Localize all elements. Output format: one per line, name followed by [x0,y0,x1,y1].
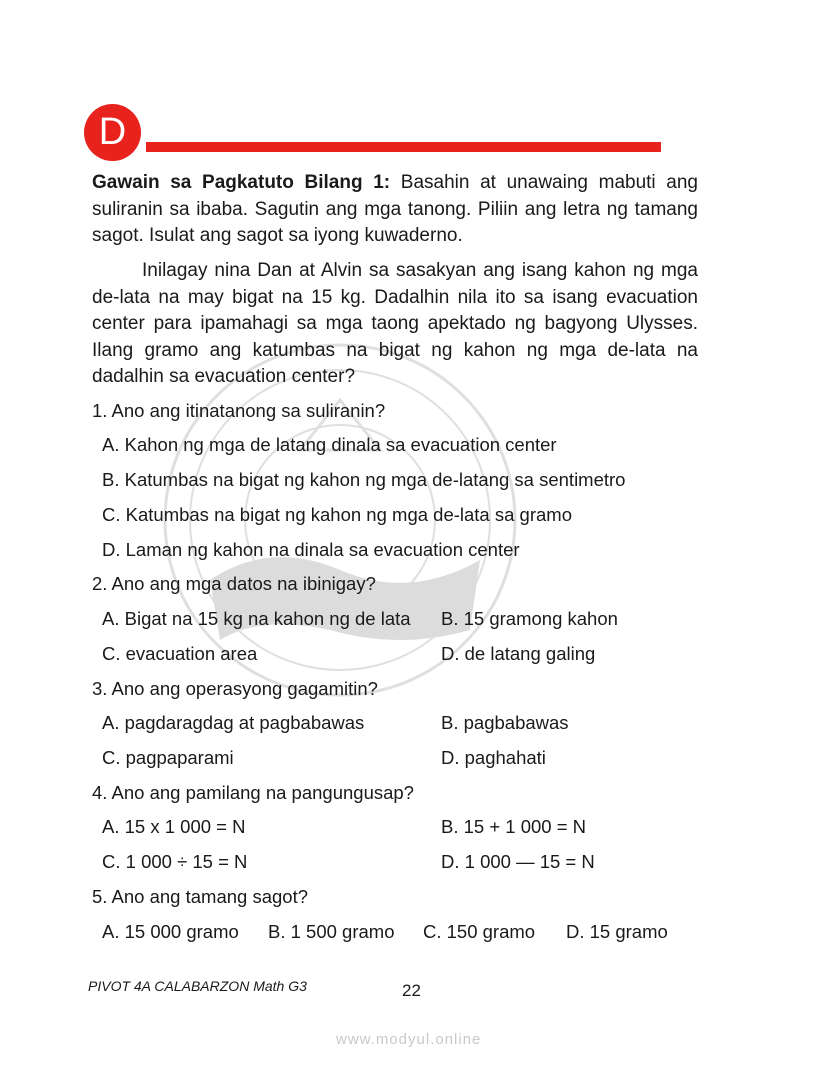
question-2: 2. Ano ang mga datos na ibinigay? [92,573,376,594]
question-4-option-d: D. 1 000 — 15 = N [441,851,595,872]
page-number: 22 [402,981,421,1000]
section-letter-badge: D [84,104,141,161]
question-1: 1. Ano ang itinatanong sa suliranin? [92,400,386,421]
question-4: 4. Ano ang pamilang na pangungusap? [92,782,414,803]
question-3-option-a: A. pagdaragdag at pagbabawas [102,712,365,733]
question-2-option-d: D. de latang galing [441,643,596,664]
question-5-option-d: D. 15 gramo [566,921,668,942]
question-5-option-a: A. 15 000 gramo [102,921,239,942]
question-3-option-d: D. paghahati [441,747,546,768]
question-3-option-c: C. pagpaparami [102,747,234,768]
question-4-option-c: C. 1 000 ÷ 15 = N [102,851,248,872]
activity-title: Gawain sa Pagkatuto Bilang 1: [92,172,391,193]
question-1-option-b: B. Katumbas na bigat ng kahon ng mga de-latang sa sentimetro [102,469,626,490]
activity-instruction-text: Basahin at unawaing mabuti ang suliranin sa ibaba. Sagutin ang mga tanong. Piliin ang letra ng tamang sagot. Isulat ang sagot sa iyong kuwaderno. [92,172,698,246]
question-2-option-b: B. 15 gramong kahon [441,608,618,629]
question-4-option-a: A. 15 x 1 000 = N [102,816,246,837]
word-problem: Inilagay nina Dan at Alvin sa sasakyan ang isang kahon ng mga de-lata na may bigat na 15 kg. Dadalhin nila ito sa isang evacuation center para ipamahagi sa mga taong apektado ng bagyong Ulysses. Ilang gramo ang katumbas na bigat ng kahon ng mga de-lata na dadalhin sa evacuation center? [92,260,698,387]
question-2-option-c: C. evacuation area [102,643,258,664]
footer-module-title: PIVOT 4A CALABARZON Math G3 [88,978,307,994]
question-5-option-b: B. 1 500 gramo [268,921,395,942]
question-2-option-a: A. Bigat na 15 kg na kahon ng de lata [102,608,411,629]
section-header [84,104,664,160]
question-1-option-a: A. Kahon ng mga de latang dinala sa evacuation center [102,434,557,455]
question-4-option-b: B. 15 + 1 000 = N [441,816,587,837]
section-divider-bar [146,142,661,152]
question-1-option-d: D. Laman ng kahon na dinala sa evacuation center [102,539,520,560]
activity-instructions [92,170,698,250]
question-5-option-c: C. 150 gramo [423,921,536,942]
question-3-option-b: B. pagbabawas [441,712,569,733]
question-1-option-c: C. Katumbas na bigat ng kahon ng mga de-lata sa gramo [102,504,572,525]
site-watermark-text: www.modyul.online [336,1031,482,1048]
question-3: 3. Ano ang operasyong gagamitin? [92,678,378,699]
question-5: 5. Ano ang tamang sagot? [92,886,309,907]
